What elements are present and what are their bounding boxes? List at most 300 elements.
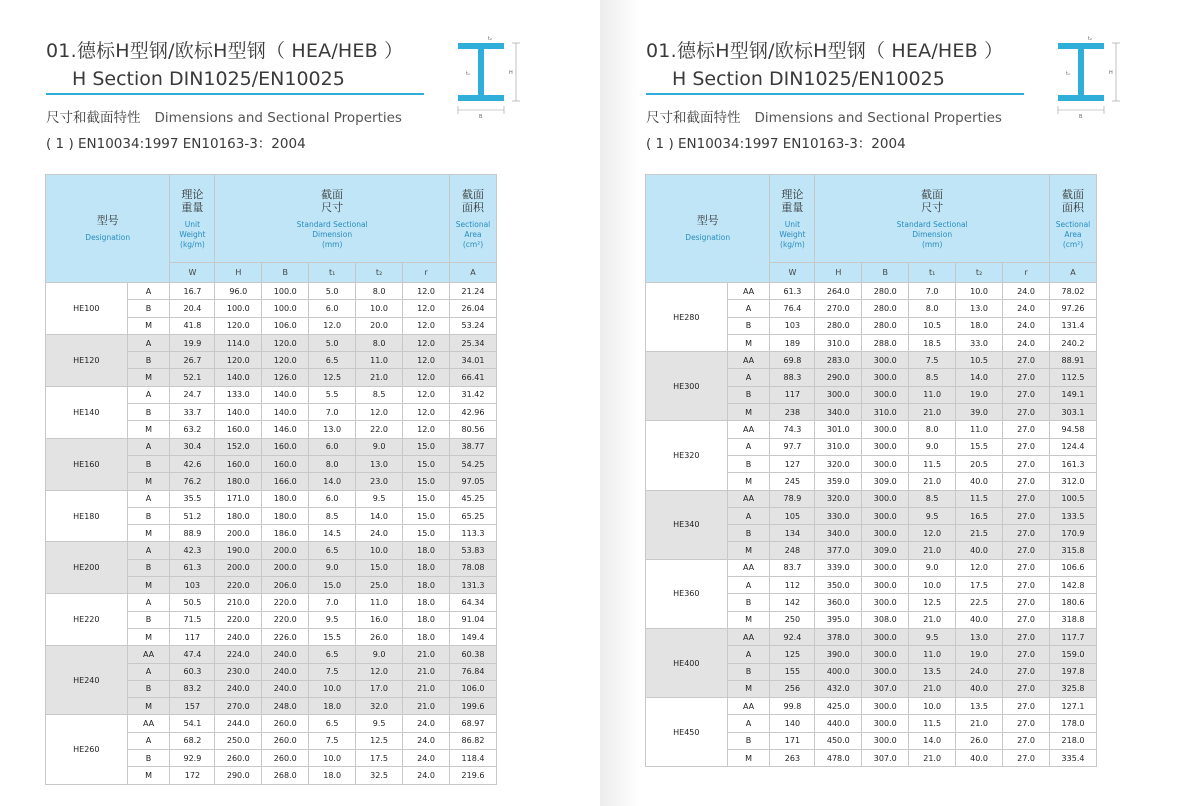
value-cell: 60.38: [450, 646, 497, 663]
value-cell: 5.0: [309, 334, 356, 351]
subtitle-cn: 尺寸和截面特性: [646, 110, 741, 126]
value-cell: 263: [770, 750, 815, 767]
value-cell: 12.0: [403, 369, 450, 386]
table-row: [646, 559, 1097, 576]
grade-cell: AA: [127, 646, 170, 663]
value-cell: 11.0: [909, 646, 956, 663]
value-cell: 260.0: [262, 732, 309, 749]
value-cell: 172: [170, 767, 215, 784]
value-cell: 88.3: [770, 369, 815, 386]
value-cell: 11.5: [909, 715, 956, 732]
value-cell: 15.0: [403, 438, 450, 455]
value-cell: 256: [770, 680, 815, 697]
value-cell: 140.0: [215, 404, 262, 421]
value-cell: 19.0: [956, 646, 1003, 663]
value-cell: 66.41: [450, 369, 497, 386]
value-cell: 10.0: [356, 300, 403, 317]
grade-cell: AA: [727, 698, 770, 715]
value-cell: 308.0: [862, 611, 909, 628]
grade-cell: A: [127, 490, 170, 507]
value-cell: 300.0: [815, 386, 862, 403]
value-cell: 260.0: [262, 750, 309, 767]
table-row: [646, 628, 1097, 645]
value-cell: 21.0: [403, 698, 450, 715]
value-cell: 18.0: [403, 594, 450, 611]
designation-cell: HE120: [46, 334, 128, 386]
value-cell: 96.0: [215, 283, 262, 300]
value-cell: 71.5: [170, 611, 215, 628]
value-cell: 12.0: [403, 404, 450, 421]
value-cell: 103: [770, 317, 815, 334]
value-cell: 19.0: [956, 386, 1003, 403]
standard-reference: ( 1 ) EN10034:1997 EN10163-3：2004: [46, 136, 306, 152]
value-cell: 24.7: [170, 386, 215, 403]
grade-cell: M: [127, 698, 170, 715]
value-cell: 230.0: [215, 663, 262, 680]
value-cell: 25.34: [450, 334, 497, 351]
value-cell: 335.4: [1050, 750, 1097, 767]
value-cell: 432.0: [815, 680, 862, 697]
value-cell: 17.5: [956, 577, 1003, 594]
value-cell: 76.2: [170, 473, 215, 490]
value-cell: 440.0: [815, 715, 862, 732]
diagram-label-t1: t₁: [1066, 71, 1070, 77]
header-symbol: B: [862, 263, 909, 283]
table-row: [46, 386, 497, 403]
grade-cell: M: [727, 750, 770, 767]
grade-cell: A: [727, 369, 770, 386]
value-cell: 21.0: [909, 750, 956, 767]
grade-cell: M: [127, 767, 170, 784]
value-cell: 27.0: [1003, 404, 1050, 421]
header-symbol: H: [215, 263, 262, 283]
value-cell: 300.0: [862, 594, 909, 611]
grade-cell: A: [727, 300, 770, 317]
value-cell: 307.0: [862, 750, 909, 767]
value-cell: 24.0: [356, 525, 403, 542]
value-cell: 21.0: [403, 663, 450, 680]
grade-cell: B: [127, 611, 170, 628]
dimensions-table-left: [45, 174, 497, 785]
value-cell: 74.3: [770, 421, 815, 438]
value-cell: 8.5: [909, 369, 956, 386]
grade-cell: A: [727, 438, 770, 455]
value-cell: 24.0: [1003, 334, 1050, 351]
designation-cell: HE320: [646, 421, 728, 490]
value-cell: 76.4: [770, 300, 815, 317]
value-cell: 61.3: [170, 559, 215, 576]
value-cell: 11.0: [356, 352, 403, 369]
value-cell: 18.0: [956, 317, 1003, 334]
value-cell: 15.0: [356, 559, 403, 576]
grade-cell: B: [727, 594, 770, 611]
value-cell: 27.0: [1003, 352, 1050, 369]
value-cell: 19.9: [170, 334, 215, 351]
value-cell: 9.5: [356, 715, 403, 732]
value-cell: 330.0: [815, 507, 862, 524]
value-cell: 18.5: [909, 334, 956, 351]
value-cell: 11.0: [956, 421, 1003, 438]
grade-cell: AA: [727, 352, 770, 369]
header-dimension: [815, 175, 1050, 263]
value-cell: 7.5: [309, 732, 356, 749]
designation-cell: HE450: [646, 698, 728, 767]
value-cell: 270.0: [815, 300, 862, 317]
value-cell: 140.0: [262, 404, 309, 421]
value-cell: 27.0: [1003, 750, 1050, 767]
value-cell: 52.1: [170, 369, 215, 386]
value-cell: 300.0: [862, 455, 909, 472]
value-cell: 47.4: [170, 646, 215, 663]
value-cell: 76.84: [450, 663, 497, 680]
value-cell: 180.0: [215, 507, 262, 524]
grade-cell: B: [127, 404, 170, 421]
value-cell: 152.0: [215, 438, 262, 455]
value-cell: 303.1: [1050, 404, 1097, 421]
value-cell: 478.0: [815, 750, 862, 767]
value-cell: 200.0: [262, 542, 309, 559]
value-cell: 264.0: [815, 283, 862, 300]
value-cell: 206.0: [262, 577, 309, 594]
designation-cell: HE280: [646, 283, 728, 352]
value-cell: 318.8: [1050, 611, 1097, 628]
grade-cell: M: [127, 369, 170, 386]
value-cell: 180.0: [262, 490, 309, 507]
value-cell: 91.04: [450, 611, 497, 628]
value-cell: 131.3: [450, 577, 497, 594]
value-cell: 83.2: [170, 680, 215, 697]
value-cell: 114.0: [215, 334, 262, 351]
value-cell: 14.0: [356, 507, 403, 524]
value-cell: 149.1: [1050, 386, 1097, 403]
value-cell: 15.0: [403, 490, 450, 507]
header-designation-cn: 型号: [696, 214, 719, 227]
value-cell: 310.0: [862, 404, 909, 421]
value-cell: 22.0: [356, 421, 403, 438]
value-cell: 23.0: [356, 473, 403, 490]
value-cell: 103: [170, 577, 215, 594]
subtitle-en: Dimensions and Sectional Properties: [154, 110, 402, 126]
header-symbol: A: [1050, 263, 1097, 283]
grade-cell: M: [127, 577, 170, 594]
value-cell: 14.0: [909, 732, 956, 749]
value-cell: 300.0: [862, 715, 909, 732]
value-cell: 13.0: [956, 628, 1003, 645]
grade-cell: AA: [727, 490, 770, 507]
value-cell: 7.5: [909, 352, 956, 369]
h-beam-diagram-icon: [454, 34, 529, 120]
value-cell: 190.0: [215, 542, 262, 559]
value-cell: 146.0: [262, 421, 309, 438]
value-cell: 248: [770, 542, 815, 559]
value-cell: 11.5: [909, 455, 956, 472]
value-cell: 9.0: [356, 646, 403, 663]
value-cell: 220.0: [215, 577, 262, 594]
grade-cell: B: [727, 525, 770, 542]
value-cell: 112: [770, 577, 815, 594]
header-designation-en: Designation: [85, 233, 131, 242]
value-cell: 24.0: [956, 663, 1003, 680]
table-row: [46, 594, 497, 611]
value-cell: 390.0: [815, 646, 862, 663]
value-cell: 18.0: [309, 767, 356, 784]
value-cell: 18.0: [309, 698, 356, 715]
value-cell: 15.0: [403, 525, 450, 542]
value-cell: 27.0: [1003, 369, 1050, 386]
header-symbol: r: [403, 263, 450, 283]
value-cell: 300.0: [862, 438, 909, 455]
header-weight: [170, 175, 215, 263]
diagram-label-b: B: [1079, 114, 1083, 120]
value-cell: 240.0: [215, 680, 262, 697]
value-cell: 61.3: [770, 283, 815, 300]
value-cell: 21.0: [956, 715, 1003, 732]
value-cell: 6.0: [309, 438, 356, 455]
value-cell: 360.0: [815, 594, 862, 611]
grade-cell: A: [127, 663, 170, 680]
value-cell: 350.0: [815, 577, 862, 594]
value-cell: 339.0: [815, 559, 862, 576]
header-weight-en: Unit Weight (kg/m): [179, 219, 206, 249]
grade-cell: B: [727, 317, 770, 334]
value-cell: 17.5: [356, 750, 403, 767]
section-subtitle: [646, 106, 1002, 126]
header-dimension-en: Standard Sectional Dimension (mm): [296, 219, 368, 249]
value-cell: 12.0: [403, 317, 450, 334]
value-cell: 300.0: [862, 369, 909, 386]
value-cell: 12.5: [356, 732, 403, 749]
value-cell: 97.05: [450, 473, 497, 490]
value-cell: 32.5: [356, 767, 403, 784]
value-cell: 15.0: [403, 473, 450, 490]
value-cell: 106.0: [450, 680, 497, 697]
value-cell: 161.3: [1050, 455, 1097, 472]
value-cell: 68.2: [170, 732, 215, 749]
table-row: [46, 334, 497, 351]
value-cell: 27.0: [1003, 628, 1050, 645]
grade-cell: M: [727, 473, 770, 490]
value-cell: 113.3: [450, 525, 497, 542]
grade-cell: M: [127, 473, 170, 490]
value-cell: 288.0: [862, 334, 909, 351]
header-weight-cn: 理论 重量: [181, 187, 204, 214]
value-cell: 280.0: [862, 300, 909, 317]
value-cell: 125: [770, 646, 815, 663]
value-cell: 16.7: [170, 283, 215, 300]
value-cell: 88.91: [1050, 352, 1097, 369]
value-cell: 27.0: [1003, 594, 1050, 611]
table-row: [646, 698, 1097, 715]
value-cell: 312.0: [1050, 473, 1097, 490]
value-cell: 106.0: [262, 317, 309, 334]
designation-cell: HE300: [646, 352, 728, 421]
value-cell: 178.0: [1050, 715, 1097, 732]
diagram-label-t2: t₂: [488, 36, 492, 42]
value-cell: 5.5: [309, 386, 356, 403]
header-designation: [646, 175, 770, 283]
value-cell: 92.4: [770, 628, 815, 645]
value-cell: 9.0: [309, 559, 356, 576]
value-cell: 24.0: [1003, 317, 1050, 334]
table-row: [46, 646, 497, 663]
table-row: [46, 542, 497, 559]
value-cell: 9.0: [909, 438, 956, 455]
value-cell: 27.0: [1003, 490, 1050, 507]
value-cell: 45.25: [450, 490, 497, 507]
value-cell: 12.0: [403, 300, 450, 317]
value-cell: 12.0: [403, 334, 450, 351]
value-cell: 14.0: [956, 369, 1003, 386]
value-cell: 220.0: [262, 611, 309, 628]
value-cell: 40.0: [956, 473, 1003, 490]
header-designation: [46, 175, 170, 283]
header-dimension: [215, 175, 450, 263]
value-cell: 300.0: [862, 628, 909, 645]
value-cell: 12.0: [956, 559, 1003, 576]
value-cell: 24.0: [403, 750, 450, 767]
value-cell: 124.4: [1050, 438, 1097, 455]
value-cell: 64.34: [450, 594, 497, 611]
value-cell: 197.8: [1050, 663, 1097, 680]
value-cell: 6.0: [309, 490, 356, 507]
value-cell: 300.0: [862, 352, 909, 369]
header-symbol: A: [450, 263, 497, 283]
value-cell: 27.0: [1003, 577, 1050, 594]
diagram-label-h: H: [1109, 70, 1113, 76]
value-cell: 21.0: [909, 404, 956, 421]
table-row: [646, 490, 1097, 507]
value-cell: 244.0: [215, 715, 262, 732]
value-cell: 117: [770, 386, 815, 403]
value-cell: 86.82: [450, 732, 497, 749]
value-cell: 42.6: [170, 455, 215, 472]
page-title-english: H Section DIN1025/EN10025: [72, 68, 345, 90]
value-cell: 200.0: [215, 559, 262, 576]
value-cell: 16.0: [356, 611, 403, 628]
value-cell: 290.0: [815, 369, 862, 386]
value-cell: 189: [770, 334, 815, 351]
grade-cell: B: [727, 732, 770, 749]
designation-cell: HE220: [46, 594, 128, 646]
value-cell: 300.0: [862, 386, 909, 403]
value-cell: 10.5: [956, 352, 1003, 369]
value-cell: 149.4: [450, 628, 497, 645]
value-cell: 100.5: [1050, 490, 1097, 507]
value-cell: 94.58: [1050, 421, 1097, 438]
value-cell: 18.0: [403, 611, 450, 628]
value-cell: 300.0: [862, 698, 909, 715]
grade-cell: B: [727, 386, 770, 403]
header-symbol: t₁: [909, 263, 956, 283]
value-cell: 320.0: [815, 455, 862, 472]
grade-cell: B: [127, 455, 170, 472]
title-underline: [646, 93, 1024, 95]
header-weight-cn: 理论 重量: [781, 187, 804, 214]
value-cell: 142.8: [1050, 577, 1097, 594]
value-cell: 120.0: [215, 352, 262, 369]
value-cell: 78.08: [450, 559, 497, 576]
table-row: [46, 490, 497, 507]
value-cell: 27.0: [1003, 438, 1050, 455]
value-cell: 7.0: [309, 594, 356, 611]
value-cell: 160.0: [215, 455, 262, 472]
grade-cell: A: [127, 542, 170, 559]
grade-cell: A: [127, 334, 170, 351]
grade-cell: M: [727, 404, 770, 421]
grade-cell: AA: [127, 715, 170, 732]
value-cell: 240.0: [262, 680, 309, 697]
value-cell: 340.0: [815, 525, 862, 542]
value-cell: 270.0: [215, 698, 262, 715]
h-beam-diagram-icon: [1054, 34, 1129, 120]
value-cell: 24.0: [1003, 283, 1050, 300]
value-cell: 24.0: [403, 732, 450, 749]
value-cell: 27.0: [1003, 715, 1050, 732]
grade-cell: A: [727, 507, 770, 524]
value-cell: 250.0: [215, 732, 262, 749]
grade-cell: A: [127, 438, 170, 455]
value-cell: 13.0: [356, 455, 403, 472]
header-area-cn: 截面 面积: [462, 187, 484, 214]
value-cell: 127.1: [1050, 698, 1097, 715]
value-cell: 22.5: [956, 594, 1003, 611]
value-cell: 14.0: [309, 473, 356, 490]
value-cell: 250: [770, 611, 815, 628]
table-row: [646, 352, 1097, 369]
value-cell: 15.0: [403, 455, 450, 472]
value-cell: 260.0: [215, 750, 262, 767]
value-cell: 33.7: [170, 404, 215, 421]
table-row: [46, 283, 497, 300]
value-cell: 88.9: [170, 525, 215, 542]
value-cell: 117.7: [1050, 628, 1097, 645]
value-cell: 12.0: [403, 386, 450, 403]
value-cell: 117: [170, 628, 215, 645]
value-cell: 12.5: [309, 369, 356, 386]
grade-cell: B: [127, 750, 170, 767]
value-cell: 20.5: [956, 455, 1003, 472]
value-cell: 133.0: [215, 386, 262, 403]
table-row: [46, 438, 497, 455]
value-cell: 10.0: [309, 680, 356, 697]
header-symbol: W: [770, 263, 815, 283]
value-cell: 9.5: [909, 507, 956, 524]
value-cell: 12.0: [909, 525, 956, 542]
value-cell: 34.01: [450, 352, 497, 369]
header-symbol: H: [815, 263, 862, 283]
value-cell: 134: [770, 525, 815, 542]
value-cell: 106.6: [1050, 559, 1097, 576]
value-cell: 32.0: [356, 698, 403, 715]
value-cell: 120.0: [262, 334, 309, 351]
value-cell: 12.0: [356, 404, 403, 421]
value-cell: 13.0: [956, 300, 1003, 317]
value-cell: 63.2: [170, 421, 215, 438]
title-underline: [46, 93, 424, 95]
value-cell: 218.0: [1050, 732, 1097, 749]
right-page: [600, 0, 1200, 806]
value-cell: 400.0: [815, 663, 862, 680]
value-cell: 307.0: [862, 680, 909, 697]
value-cell: 12.0: [403, 283, 450, 300]
value-cell: 21.5: [956, 525, 1003, 542]
value-cell: 140.0: [215, 369, 262, 386]
value-cell: 6.5: [309, 646, 356, 663]
value-cell: 21.0: [403, 680, 450, 697]
grade-cell: B: [127, 352, 170, 369]
value-cell: 12.0: [309, 317, 356, 334]
value-cell: 310.0: [815, 438, 862, 455]
